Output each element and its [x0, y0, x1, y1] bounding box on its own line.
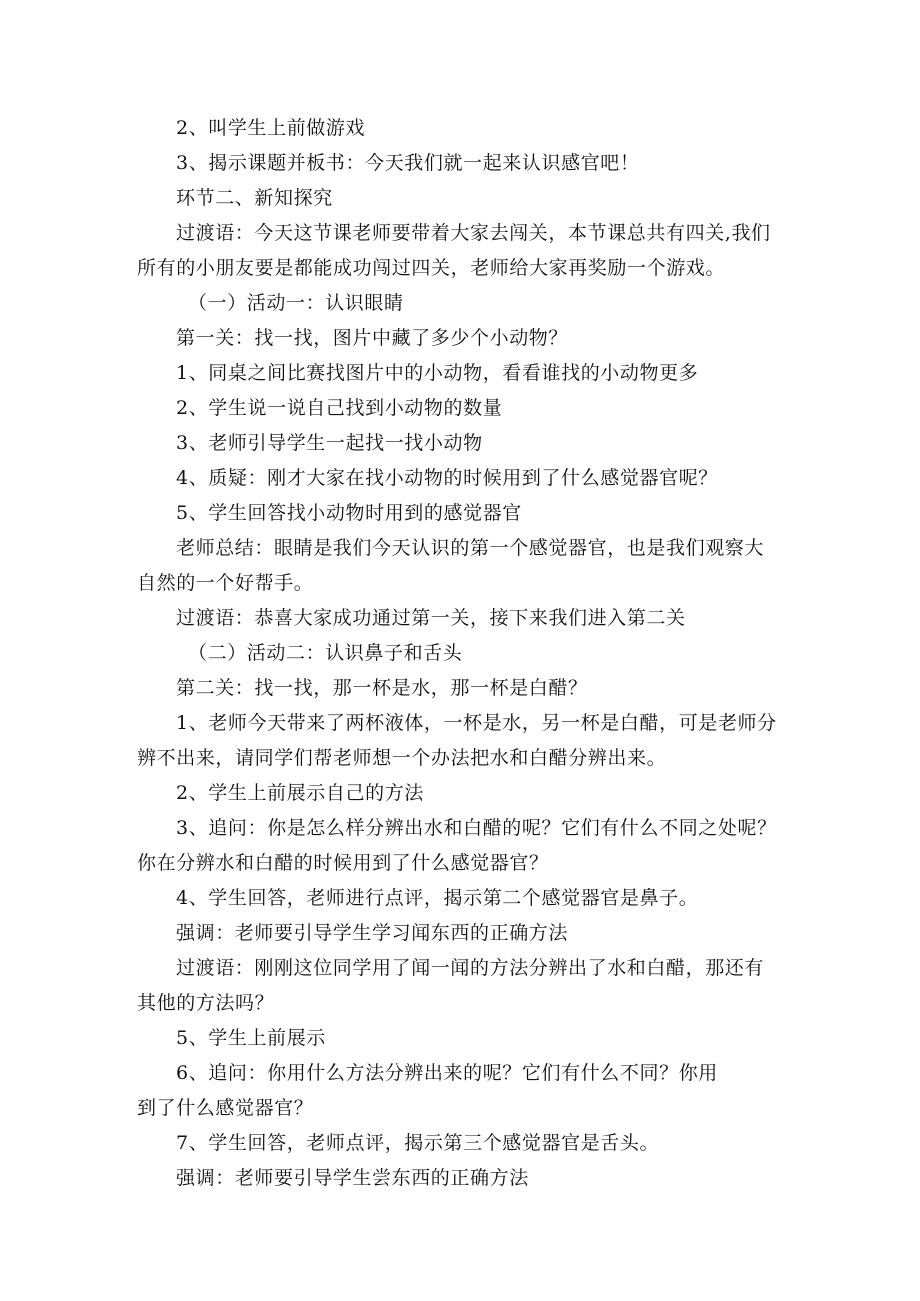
text-line: 2、学生说一说自己找到小动物的数量 — [176, 397, 503, 419]
text-line: 3、揭示课题并板书：今天我们就一起来认识感官吧！ — [176, 152, 640, 174]
document-body — [0, 111, 920, 1196]
text-line: （二）活动二：认识鼻子和舌头 — [188, 642, 463, 664]
text-line: 7、学生回答，老师点评，揭示第三个感觉器官是舌头。 — [176, 1132, 660, 1154]
text-line: 过渡语：今天这节课老师要带着大家去闯关，本节课总共有四关,我们 — [176, 222, 771, 244]
text-line: 5、学生上前展示 — [176, 1027, 326, 1049]
text-line: 过渡语：刚刚这位同学用了闻一闻的方法分辨出了水和白醋，那还有 — [176, 957, 765, 979]
text-line: 环节二、新知探究 — [176, 187, 333, 209]
text-line: 4、质疑：刚才大家在找小动物的时候用到了什么感觉器官呢？ — [176, 467, 718, 489]
text-line: 老师总结：眼睛是我们今天认识的第一个感觉器官，也是我们观察大 — [176, 537, 765, 559]
text-line: 4、学生回答，老师进行点评，揭示第二个感觉器官是鼻子。 — [176, 887, 699, 909]
text-line: 6、追问：你用什么方法分辨出来的呢？它们有什么不同？你用 — [176, 1062, 718, 1084]
text-line: 1、同桌之间比赛找图片中的小动物，看看谁找的小动物更多 — [176, 362, 699, 384]
text-line: （一）活动一：认识眼睛 — [188, 292, 404, 314]
text-line: 所有的小朋友要是都能成功闯过四关，老师给大家再奖励一个游戏。 — [137, 257, 726, 279]
text-line: 你在分辨水和白醋的时候用到了什么感觉器官？ — [137, 852, 549, 874]
text-line: 3、老师引导学生一起找一找小动物 — [176, 432, 483, 454]
text-line: 过渡语：恭喜大家成功通过第一关，接下来我们进入第二关 — [176, 607, 686, 629]
text-line: 强调：老师要引导学生尝东西的正确方法 — [176, 1167, 529, 1189]
text-line: 辨不出来，请同学们帮老师想一个办法把水和白醋分辨出来。 — [137, 747, 667, 769]
text-line: 2、学生上前展示自己的方法 — [176, 782, 424, 804]
text-line: 其他的方法吗？ — [137, 992, 275, 1014]
text-line: 到了什么感觉器官？ — [137, 1097, 314, 1119]
text-line: 第二关：找一找，那一杯是水，那一杯是白醋？ — [176, 677, 588, 699]
text-line: 5、学生回答找小动物时用到的感觉器官 — [176, 502, 522, 524]
text-line: 强调：老师要引导学生学习闻东西的正确方法 — [176, 922, 569, 944]
text-line: 1、老师今天带来了两杯液体，一杯是水，另一杯是白醋，可是老师分 — [176, 712, 777, 734]
text-line: 自然的一个好帮手。 — [137, 572, 314, 594]
text-line: 第一关：找一找，图片中藏了多少个小动物？ — [176, 327, 569, 349]
text-line: 2、叫学生上前做游戏 — [176, 117, 366, 139]
text-line: 3、追问：你是怎么样分辨出水和白醋的呢？它们有什么不同之处呢？ — [176, 817, 777, 839]
